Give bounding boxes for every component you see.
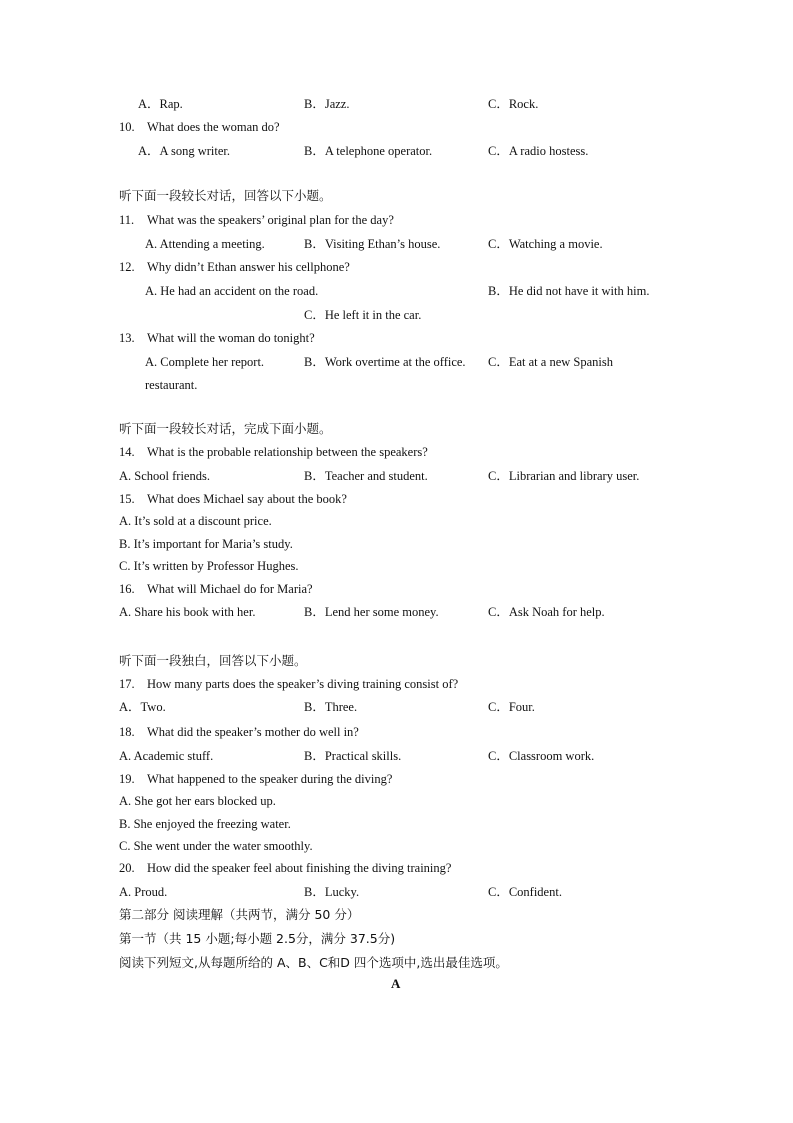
q10-option-b: B．A telephone operator. — [304, 144, 433, 158]
q18-number: 18. — [119, 725, 135, 739]
q14-option-c: C．Librarian and library user. — [488, 469, 640, 483]
section-heading-q14-16: 听下面一段较长对话，完成下面小题。 — [119, 421, 332, 436]
q18-option-b: B．Practical skills. — [304, 749, 402, 763]
q14-option-a: A. School friends. — [119, 469, 210, 483]
q10-number: 10. — [119, 120, 135, 134]
q13-number: 13. — [119, 331, 135, 345]
q17-option-c: C．Four. — [488, 700, 535, 714]
q14-question: What is the probable relationship between the speakers? — [147, 445, 428, 459]
q13-option-b: B．Work overtime at the office. — [304, 355, 466, 369]
section-heading-q11-13: 听下面一段较长对话，回答以下小题。 — [119, 188, 332, 203]
q17-option-b: B．Three. — [304, 700, 358, 714]
q12-question: Why didn’t Ethan answer his cellphone? — [147, 260, 350, 274]
q15-option-c: C. It’s written by Professor Hughes. — [119, 559, 299, 573]
q18-question: What did the speaker’s mother do well in? — [147, 725, 359, 739]
reading-instructions: 阅读下列短文,从每题所给的 A、B、C和D 四个选项中,选出最佳选项。 — [119, 955, 508, 970]
q9-option-c: C．Rock. — [488, 97, 539, 111]
q20-option-b: B．Lucky. — [304, 885, 360, 899]
q12-option-c: C．He left it in the car. — [304, 308, 422, 322]
q17-question: How many parts does the speaker’s diving training consist of? — [147, 677, 459, 691]
q17-option-a: A．Two. — [119, 700, 166, 714]
q11-number: 11. — [119, 213, 135, 227]
q10-option-c: C．A radio hostess. — [488, 144, 589, 158]
q20-question: How did the speaker feel about finishing the diving training? — [147, 861, 452, 875]
q19-option-c: C. She went under the water smoothly. — [119, 839, 313, 853]
q20-number: 20. — [119, 861, 135, 875]
q13-option-c-continued: restaurant. — [145, 378, 198, 392]
q13-option-a: A. Complete her report. — [145, 355, 265, 369]
q12-number: 12. — [119, 260, 135, 274]
q11-question: What was the speakers’ original plan for the day? — [147, 213, 394, 227]
q19-question: What happened to the speaker during the diving? — [147, 772, 393, 786]
q13-option-c: C．Eat at a new Spanish — [488, 355, 613, 369]
q11-option-c: C．Watching a movie. — [488, 237, 603, 251]
q18-option-a: A. Academic stuff. — [119, 749, 214, 763]
q10-question: What does the woman do? — [147, 120, 280, 134]
q19-number: 19. — [119, 772, 135, 786]
q12-option-b: B．He did not have it with him. — [488, 284, 650, 298]
q15-question: What does Michael say about the book? — [147, 492, 347, 506]
q9-option-b: B．Jazz. — [304, 97, 350, 111]
q16-question: What will Michael do for Maria? — [147, 582, 313, 596]
section1-title: 第一节（共 15 小题;每小题 2.5分，满分 37.5分) — [119, 931, 396, 946]
q20-option-a: A. Proud. — [119, 885, 168, 899]
q19-option-a: A. She got her ears blocked up. — [119, 794, 276, 808]
q10-option-a: A．A song writer. — [138, 144, 231, 158]
q13-question: What will the woman do tonight? — [147, 331, 315, 345]
q15-option-a: A. It’s sold at a discount price. — [119, 514, 272, 528]
q16-option-c: C．Ask Noah for help. — [488, 605, 605, 619]
q16-option-a: A. Share his book with her. — [119, 605, 256, 619]
q16-option-b: B．Lend her some money. — [304, 605, 439, 619]
q18-option-c: C．Classroom work. — [488, 749, 595, 763]
q14-option-b: B．Teacher and student. — [304, 469, 428, 483]
passage-label: A — [391, 976, 401, 991]
q11-option-b: B．Visiting Ethan’s house. — [304, 237, 441, 251]
q15-option-b: B. It’s important for Maria’s study. — [119, 537, 293, 551]
section-heading-q17-20: 听下面一段独白，回答以下小题。 — [119, 653, 307, 668]
q20-option-c: C．Confident. — [488, 885, 562, 899]
q14-number: 14. — [119, 445, 135, 459]
q16-number: 16. — [119, 582, 135, 596]
q15-number: 15. — [119, 492, 135, 506]
q12-option-a: A. He had an accident on the road. — [145, 284, 319, 298]
q19-option-b: B. She enjoyed the freezing water. — [119, 817, 291, 831]
q9-option-a: A．Rap. — [138, 97, 183, 111]
q17-number: 17. — [119, 677, 135, 691]
q11-option-a: A. Attending a meeting. — [145, 237, 265, 251]
part2-title: 第二部分 阅读理解（共两节，满分 50 分） — [119, 907, 360, 922]
